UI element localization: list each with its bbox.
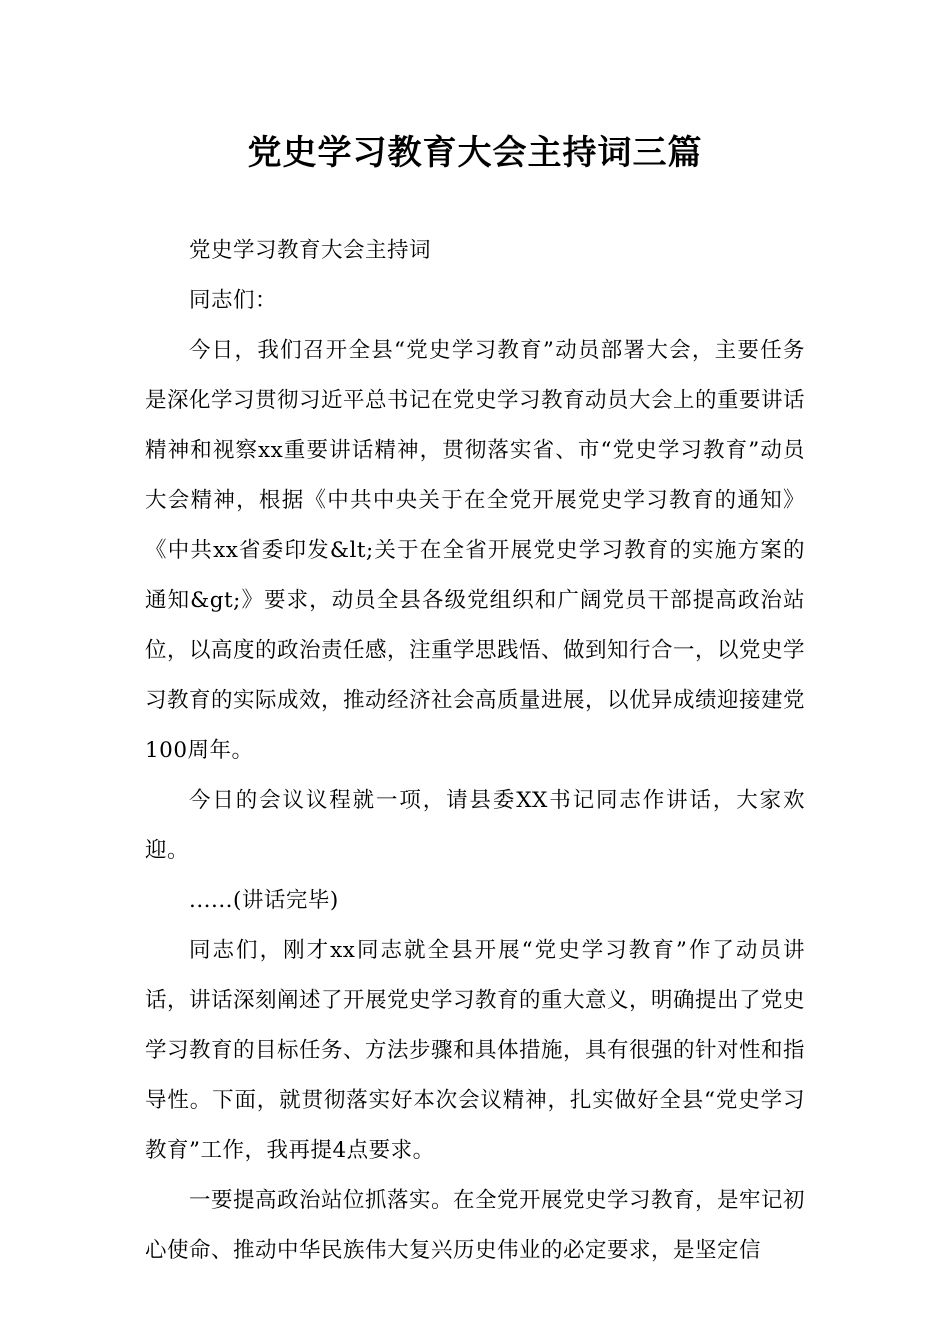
body-paragraph: 今日的会议议程就一项，请县委XX书记同志作讲话，大家欢迎。 [145,788,805,863]
salutation-paragraph: 同志们： [189,288,278,313]
body-paragraph: 同志们，刚才xx同志就全县开展“党史学习教育”作了动员讲话，讲话深刻阐述了开展党史学习教育的重大意义，明确提出了党史学习教育的目标任务、方法步骤和具体措施，具有很强的针对性和指导性。下面，就贯彻落实好本次会议精神，扎实做好全县“党史学习教育”工作，我再提4点要求。 [145,938,806,1163]
subtitle-paragraph: 党史学习教育大会主持词 [189,238,432,263]
document-title: 党史学习教育大会主持词三篇 [247,133,703,173]
body-paragraph: ......(讲话完毕) [189,888,339,913]
body-paragraph: 一要提高政治站位抓落实。在全党开展党史学习教育，是牢记初心使命、推动中华民族伟大复兴历史伟业的必定要求，是坚定信 [145,1188,806,1263]
body-paragraph: 今日，我们召开全县“党史学习教育”动员部署大会，主要任务是深化学习贯彻习近平总书记在党史学习教育动员大会上的重要讲话精神和视察xx重要讲话精神，贯彻落实省、市“党史学习教育”动员大会精神，根据《中共中央关于在全党开展党史学习教育的通知》《中共xx省委印发&lt;关于在全省开展党史学习教育的实施方案的通知&gt;》要求，动员全县各级党组织和广阔党员干部提高政治站位，以高度的政治责任感，注重学思践悟、做到知行合一，以党史学习教育的实际成效，推动经济社会高质量进展，以优异成绩迎接建党100周年。 [145,338,806,763]
document-body [145,226,805,1276]
